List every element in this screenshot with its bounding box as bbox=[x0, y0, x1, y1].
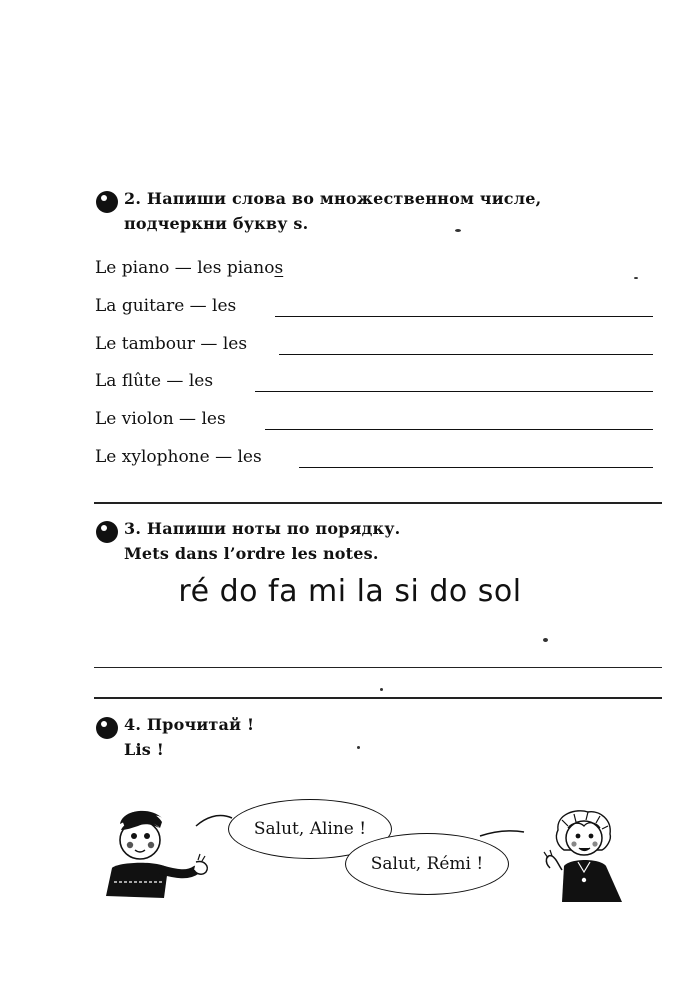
row-label: Le violon — les bbox=[95, 409, 226, 429]
exercise-3-heading-line2: Mets dans l’ordre les notes. bbox=[124, 544, 379, 563]
speech-text-girl: Salut, Rémi ! bbox=[370, 854, 484, 874]
boy-illustration bbox=[92, 806, 217, 906]
exercise-3-heading-line1: 3. Напиши ноты по порядку. bbox=[124, 519, 401, 538]
row-label: La guitare — les bbox=[95, 296, 237, 316]
print-speck bbox=[455, 229, 461, 232]
example-text: Le piano — les piano bbox=[95, 258, 275, 278]
print-speck bbox=[357, 746, 360, 749]
print-speck bbox=[543, 638, 548, 642]
exercise-4-heading-line1: 4. Прочитай ! bbox=[124, 715, 255, 734]
exercise-4-heading-line2: Lis ! bbox=[124, 740, 164, 759]
row-label: Le xylophone — les bbox=[95, 447, 262, 467]
print-speck bbox=[634, 277, 638, 279]
girl-illustration bbox=[540, 808, 630, 904]
row-label: Le tambour — les bbox=[95, 334, 248, 354]
speech-bubble-girl bbox=[345, 833, 509, 895]
exercise-2-heading-line1: 2. Напиши слова во множественном числе, bbox=[124, 189, 542, 208]
example-underlined-s: s bbox=[274, 258, 284, 278]
row-label: La flûte — les bbox=[95, 371, 214, 391]
scrambled-notes: ré do fa mi la si do sol bbox=[178, 574, 522, 609]
exercise-2-heading-line2: подчеркни букву s. bbox=[124, 214, 309, 233]
print-speck bbox=[380, 688, 383, 691]
speech-text-boy: Salut, Aline ! bbox=[253, 819, 367, 839]
